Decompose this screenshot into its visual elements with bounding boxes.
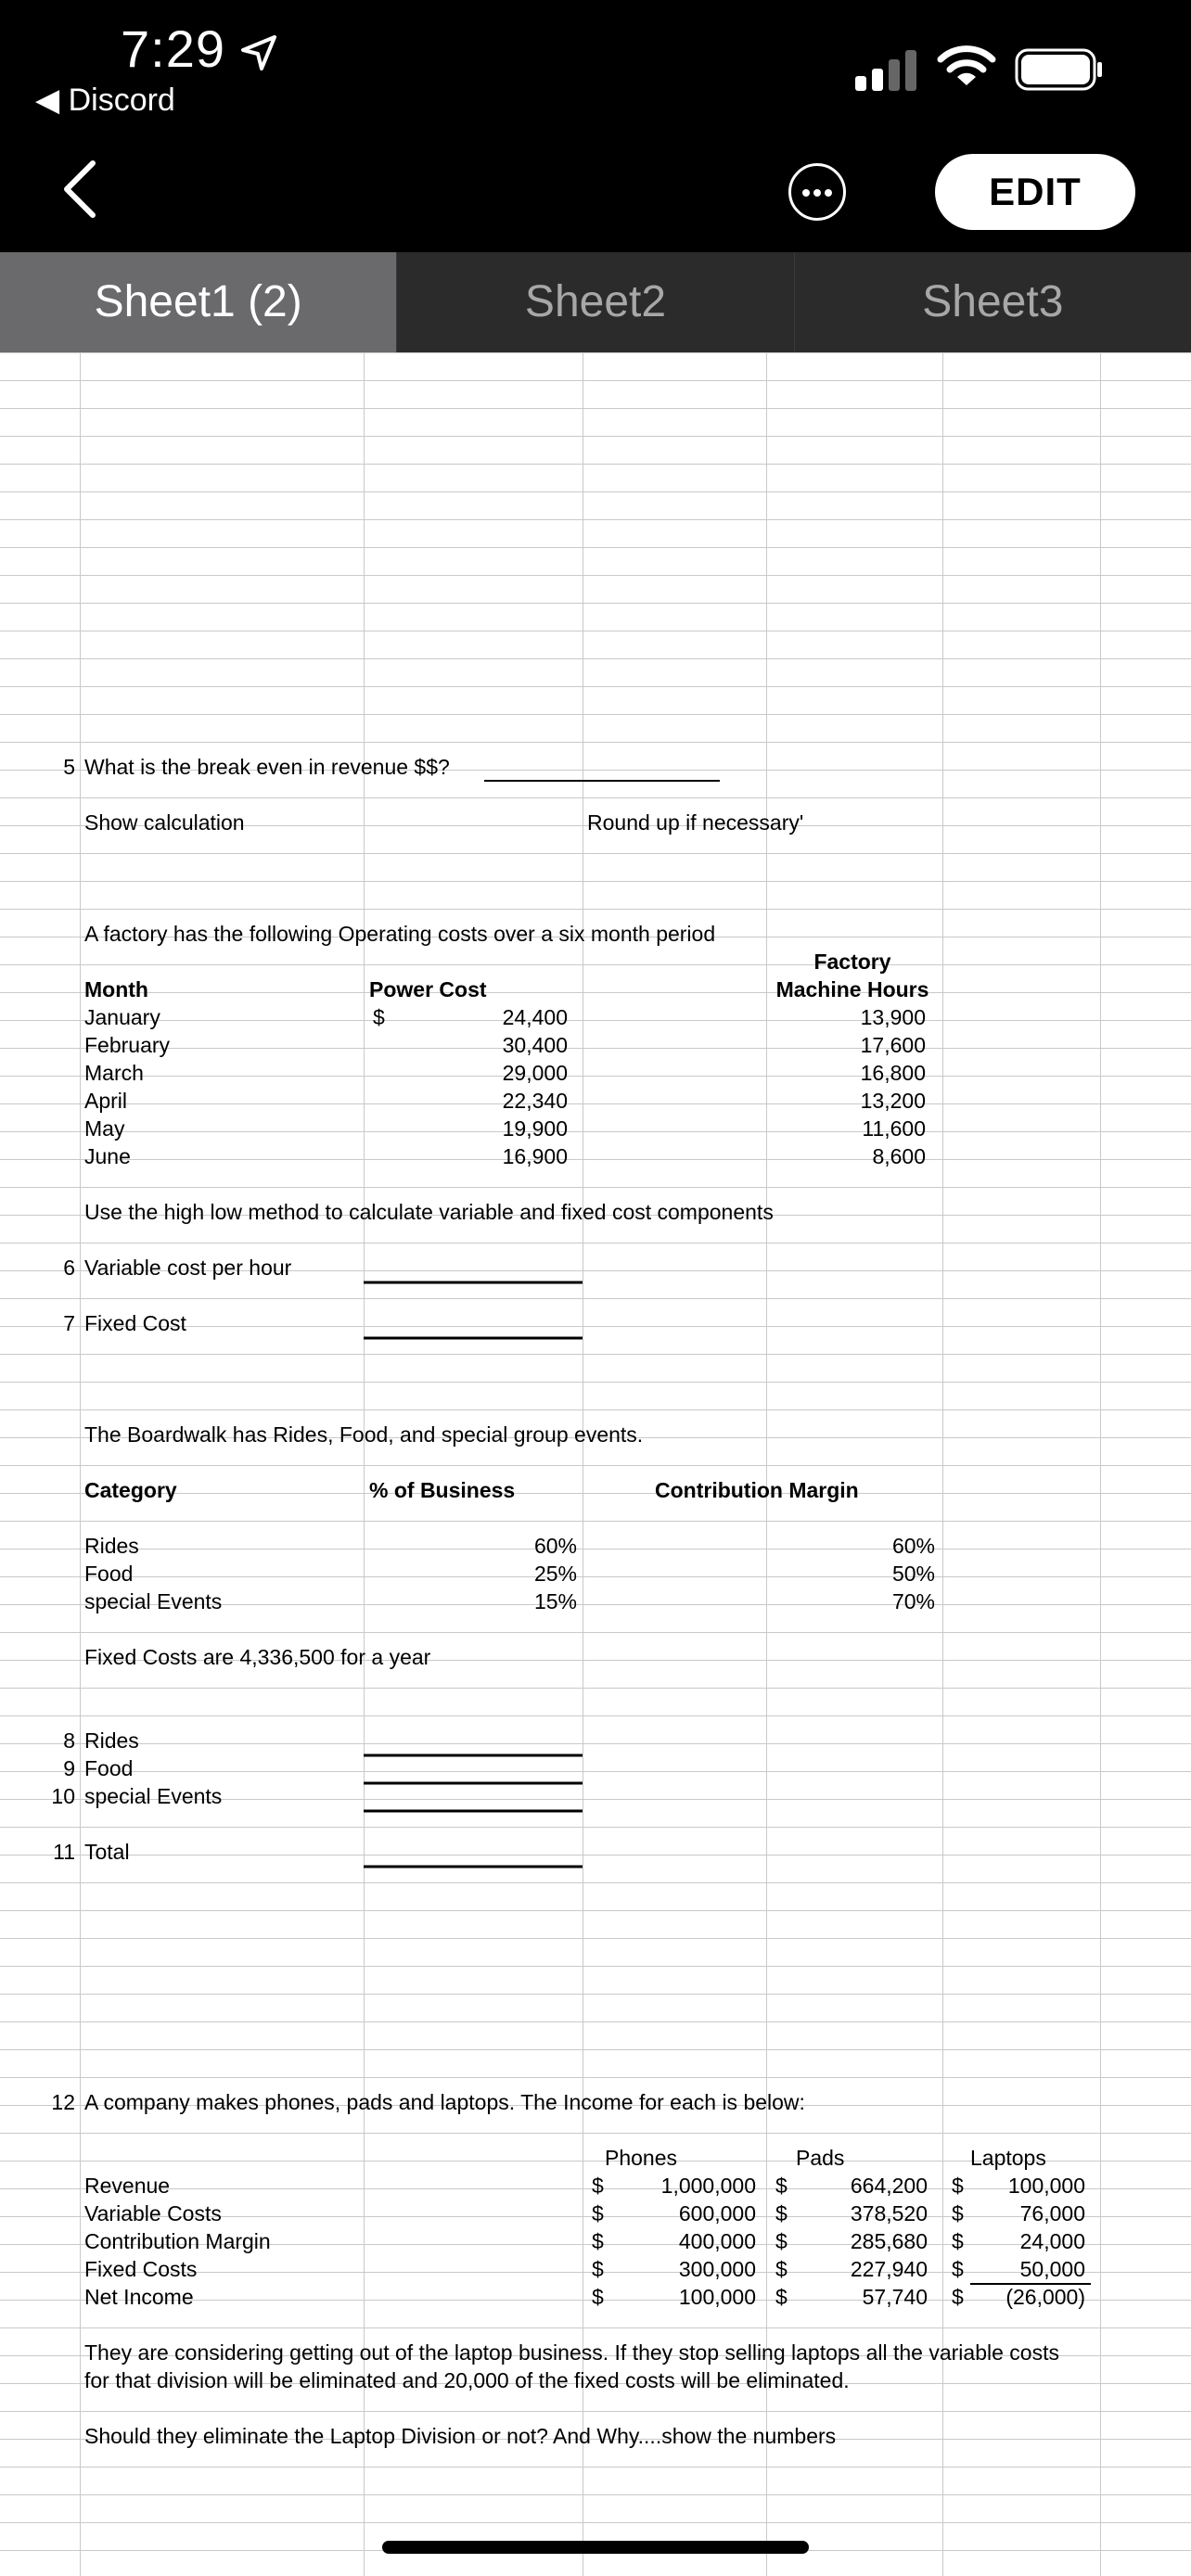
income-row-label: Fixed Costs bbox=[84, 2257, 198, 2281]
currency-sign: $ bbox=[592, 2257, 604, 2281]
show-calculation-label: Show calculation bbox=[84, 810, 245, 835]
battery-icon bbox=[1015, 48, 1104, 91]
back-app-label: Discord bbox=[68, 83, 175, 118]
cost-row-month: June bbox=[84, 1144, 131, 1168]
category-row-cm: 50% bbox=[891, 1562, 935, 1586]
income-row-label: Net Income bbox=[84, 2285, 194, 2309]
income-row-pads: 285,680 bbox=[850, 2229, 928, 2253]
question-number: 6 bbox=[63, 1256, 75, 1280]
cost-row-power: 30,400 bbox=[502, 1033, 568, 1057]
question-number: 10 bbox=[51, 1784, 75, 1808]
laptop-note-line1: They are considering getting out of the laptop business. If they stop selling laptops all the variable costs bbox=[84, 2340, 1059, 2365]
cost-row-month: April bbox=[84, 1089, 128, 1113]
cost-row-month: May bbox=[84, 1116, 125, 1141]
phones-header: Phones bbox=[605, 2146, 678, 2170]
income-row-laptops: 24,000 bbox=[1019, 2229, 1085, 2253]
currency-sign: $ bbox=[952, 2174, 964, 2198]
currency-sign: $ bbox=[592, 2174, 604, 2198]
answer-label: special Events bbox=[84, 1784, 223, 1808]
machine-hours-header: Machine Hours bbox=[775, 977, 929, 1001]
category-row-cm: 70% bbox=[891, 1589, 935, 1613]
question-number: 8 bbox=[63, 1728, 75, 1753]
income-row-phones: 1,000,000 bbox=[660, 2174, 756, 2198]
cost-row-hours: 13,900 bbox=[860, 1005, 926, 1029]
category-header: Category bbox=[84, 1478, 177, 1502]
income-row-pads: 664,200 bbox=[850, 2174, 928, 2198]
currency-sign: $ bbox=[775, 2257, 788, 2281]
tab-sheet2[interactable]: Sheet2 bbox=[396, 252, 793, 352]
month-header: Month bbox=[84, 977, 148, 1001]
cellular-signal-icon bbox=[855, 48, 920, 91]
category-row-name: Rides bbox=[84, 1534, 139, 1558]
more-options-button[interactable] bbox=[788, 163, 846, 221]
factory-intro: A factory has the following Operating costs over a six month period bbox=[84, 922, 716, 946]
edit-button[interactable]: EDIT bbox=[935, 154, 1135, 230]
cost-row-month: March bbox=[84, 1061, 144, 1085]
cost-row-power: 16,900 bbox=[502, 1144, 568, 1168]
currency-sign: $ bbox=[952, 2229, 964, 2253]
answer-label: Food bbox=[84, 1756, 134, 1780]
income-row-label: Contribution Margin bbox=[84, 2229, 271, 2253]
sheet-tabs bbox=[0, 252, 1191, 352]
cost-row-hours: 13,200 bbox=[860, 1089, 926, 1113]
cost-row-month: February bbox=[84, 1033, 171, 1057]
currency-sign: $ bbox=[952, 2257, 964, 2281]
category-row-name: Food bbox=[84, 1562, 134, 1586]
fixed-cost-label: Fixed Cost bbox=[84, 1311, 186, 1335]
income-row-label: Variable Costs bbox=[84, 2201, 222, 2225]
question-number: 7 bbox=[63, 1311, 75, 1335]
currency-sign: $ bbox=[775, 2201, 788, 2225]
cost-row-hours: 17,600 bbox=[860, 1033, 926, 1057]
category-row-business: 60% bbox=[533, 1534, 577, 1558]
income-row-pads: 227,940 bbox=[850, 2257, 928, 2281]
currency-sign: $ bbox=[775, 2285, 788, 2309]
tab-sheet3[interactable]: Sheet3 bbox=[794, 252, 1191, 352]
status-time: 7:29 bbox=[121, 19, 225, 78]
location-arrow-icon bbox=[239, 33, 278, 72]
income-row-laptops: 100,000 bbox=[1007, 2174, 1085, 2198]
cost-row-power: 22,340 bbox=[502, 1089, 568, 1113]
question-number: 5 bbox=[63, 755, 75, 779]
laptops-header: Laptops bbox=[970, 2146, 1046, 2170]
app-header bbox=[0, 0, 1191, 252]
laptop-note-line2: for that division will be eliminated and 20,000 of the fixed costs will be eliminated. bbox=[84, 2368, 850, 2392]
question-number: 11 bbox=[53, 1840, 75, 1864]
income-row-phones: 300,000 bbox=[678, 2257, 756, 2281]
answer-label: Rides bbox=[84, 1728, 139, 1753]
currency-sign: $ bbox=[952, 2201, 964, 2225]
category-row-business: 25% bbox=[533, 1562, 577, 1586]
income-row-label: Revenue bbox=[84, 2174, 171, 2198]
income-row-phones: 100,000 bbox=[678, 2285, 756, 2309]
currency-sign: $ bbox=[373, 1005, 385, 1029]
currency-sign: $ bbox=[592, 2285, 604, 2309]
cost-row-power: 29,000 bbox=[502, 1061, 568, 1085]
high-low-instruction: Use the high low method to calculate variable and fixed cost components bbox=[84, 1200, 774, 1224]
business-header: % of Business bbox=[369, 1478, 516, 1502]
wifi-icon bbox=[937, 45, 996, 89]
income-row-phones: 600,000 bbox=[678, 2201, 756, 2225]
question-number: 9 bbox=[63, 1756, 75, 1780]
back-chevron-icon[interactable] bbox=[61, 159, 98, 219]
fixed-costs-note: Fixed Costs are 4,336,500 for a year bbox=[84, 1645, 431, 1669]
home-indicator[interactable] bbox=[382, 2541, 809, 2554]
round-up-note: Round up if necessary' bbox=[587, 810, 804, 835]
power-cost-header: Power Cost bbox=[369, 977, 487, 1001]
currency-sign: $ bbox=[952, 2285, 964, 2309]
currency-sign: $ bbox=[775, 2174, 788, 2198]
currency-sign: $ bbox=[592, 2229, 604, 2253]
back-to-app-link[interactable]: ◀ Discord bbox=[35, 83, 175, 118]
cost-row-month: January bbox=[84, 1005, 160, 1029]
cost-row-hours: 11,600 bbox=[862, 1116, 926, 1141]
tab-sheet1-2[interactable]: Sheet1 (2) bbox=[0, 252, 396, 352]
category-row-name: special Events bbox=[84, 1589, 223, 1613]
income-row-phones: 400,000 bbox=[678, 2229, 756, 2253]
cost-row-hours: 8,600 bbox=[872, 1144, 926, 1168]
q5-question: What is the break even in revenue $$? bbox=[84, 755, 450, 779]
category-row-cm: 60% bbox=[891, 1534, 935, 1558]
income-row-pads: 378,520 bbox=[850, 2201, 928, 2225]
spreadsheet-grid[interactable] bbox=[0, 352, 1191, 2576]
income-row-laptops: 50,000 bbox=[1019, 2257, 1085, 2281]
cost-row-power: 19,900 bbox=[502, 1116, 568, 1141]
factory-header: Factory bbox=[813, 950, 891, 974]
contribution-margin-header: Contribution Margin bbox=[655, 1478, 859, 1502]
boardwalk-intro: The Boardwalk has Rides, Food, and special group events. bbox=[84, 1422, 644, 1447]
income-row-laptops: (26,000) bbox=[1005, 2285, 1085, 2309]
pads-header: Pads bbox=[796, 2146, 845, 2170]
currency-sign: $ bbox=[775, 2229, 788, 2253]
income-row-laptops: 76,000 bbox=[1019, 2201, 1085, 2225]
variable-cost-label: Variable cost per hour bbox=[84, 1256, 292, 1280]
question-number: 12 bbox=[51, 2090, 75, 2114]
laptop-question: Should they eliminate the Laptop Division or not? And Why....show the numbers bbox=[84, 2424, 837, 2448]
category-row-business: 15% bbox=[533, 1589, 577, 1613]
cost-row-power: 24,400 bbox=[502, 1005, 568, 1029]
currency-sign: $ bbox=[592, 2201, 604, 2225]
income-row-pads: 57,740 bbox=[862, 2285, 928, 2309]
answer-label: Total bbox=[84, 1840, 130, 1864]
cost-row-hours: 16,800 bbox=[860, 1061, 926, 1085]
company-intro: A company makes phones, pads and laptops. The Income for each is below: bbox=[84, 2090, 805, 2114]
